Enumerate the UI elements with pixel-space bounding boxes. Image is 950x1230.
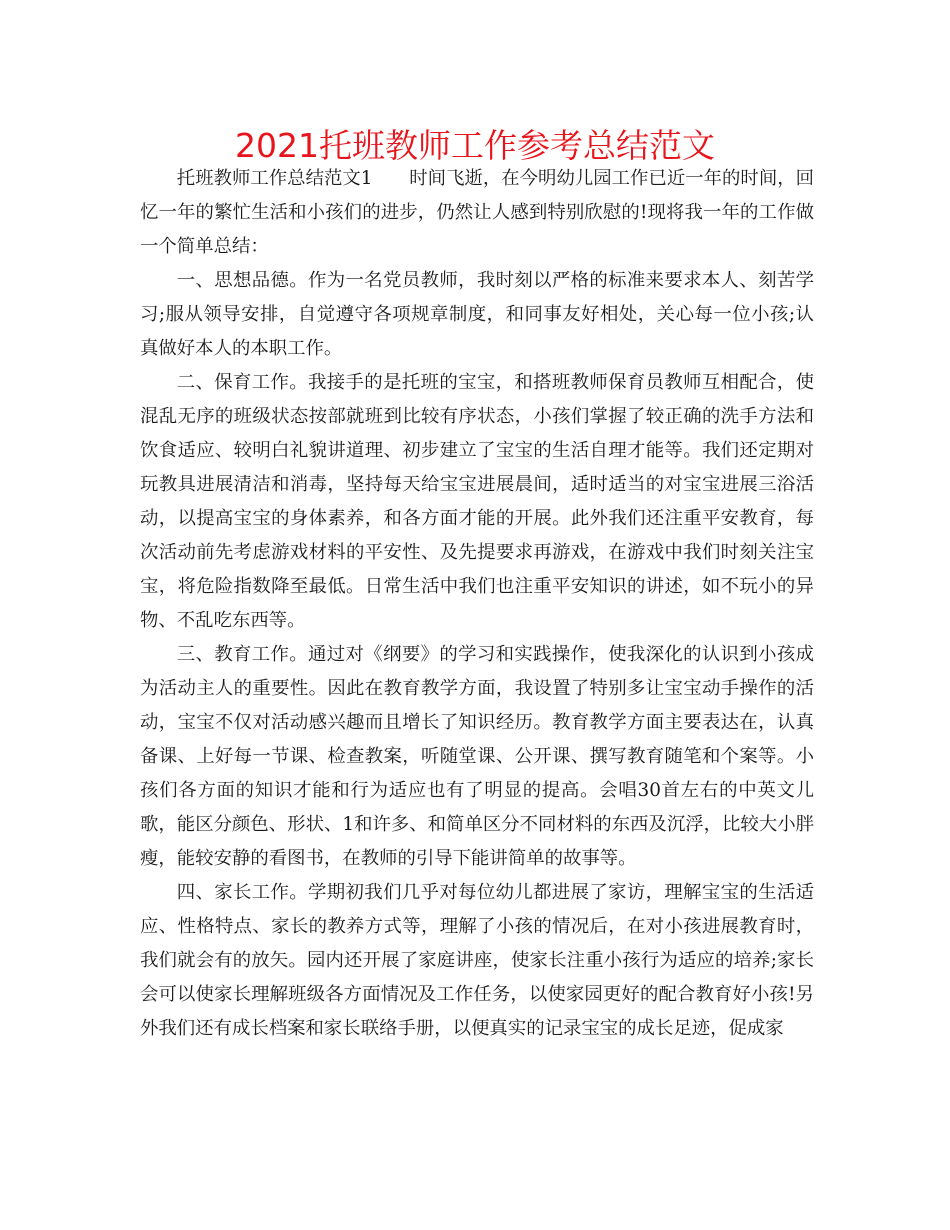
document-title: 2021托班教师工作参考总结范文 [235, 126, 715, 165]
paragraph-intro: 托班教师工作总结范文1 时间飞逝，在今明幼儿园工作已近一年的时间，回忆一年的繁忙生活和小孩们的进步，仍然让人感到特别欣慰的!现将我一年的工作做一个简单总结： [140, 168, 814, 257]
document-body [140, 162, 814, 1046]
paragraph-education-work: 三、教育工作。通过对《纲要》的学习和实践操作，使我深化的认识到小孩成为活动主人的重要性。因此在教育教学方面，我设置了特别多让宝宝动手操作的活动，宝宝不仅对活动感兴趣而且增长了知识经历。教育教学方面主要表达在，认真备课、上好每一节课、检查教案，听随堂课、公开课、撰写教育随笔和个案等。小孩们各方面的知识才能和行为适应也有了明显的提高。会唱30首左右的中英文儿歌，能区分颜色、形状、1和许多、和简单区分不同材料的东西及沉浮，比较大小胖瘦，能较安静的看图书，在教师的引导下能讲简单的故事等。 [140, 644, 814, 869]
paragraph-care-work: 二、保育工作。我接手的是托班的宝宝，和搭班教师保育员教师互相配合，使混乱无序的班级状态按部就班到比较有序状态，小孩们掌握了较正确的洗手方法和饮食适应、较明白礼貌讲道理、初步建立了宝宝的生活自理才能等。我们还定期对玩教具进展清洁和消毒，坚持每天给宝宝进展晨间，适时适当的对宝宝进展三浴活动，以提高宝宝的身体素养，和各方面才能的开展。此外我们还注重平安教育，每次活动前先考虑游戏材料的平安性、及先提要求再游戏，在游戏中我们时刻关注宝宝，将危险指数降至最低。日常生活中我们也注重平安知识的讲述，如不玩小的异物、不乱吃东西等。 [140, 372, 814, 631]
paragraph-ideology: 一、思想品德。作为一名党员教师，我时刻以严格的标准来要求本人、刻苦学习;服从领导安排，自觉遵守各项规章制度，和同事友好相处，关心每一位小孩;认真做好本人的本职工作。 [140, 270, 814, 359]
paragraph-parent-work: 四、家长工作。学期初我们几乎对每位幼儿都进展了家访，理解宝宝的生活适应、性格特点、家长的教养方式等，理解了小孩的情况后，在对小孩进展教育时，我们就会有的放矢。园内还开展了家庭讲座，使家长注重小孩行为适应的培养;家长会可以使家长理解班级各方面情况及工作任务，以使家园更好的配合教育好小孩!另外我们还有成长档案和家长联络手册，以便真实的记录宝宝的成长足迹，促成家 [140, 882, 814, 1039]
